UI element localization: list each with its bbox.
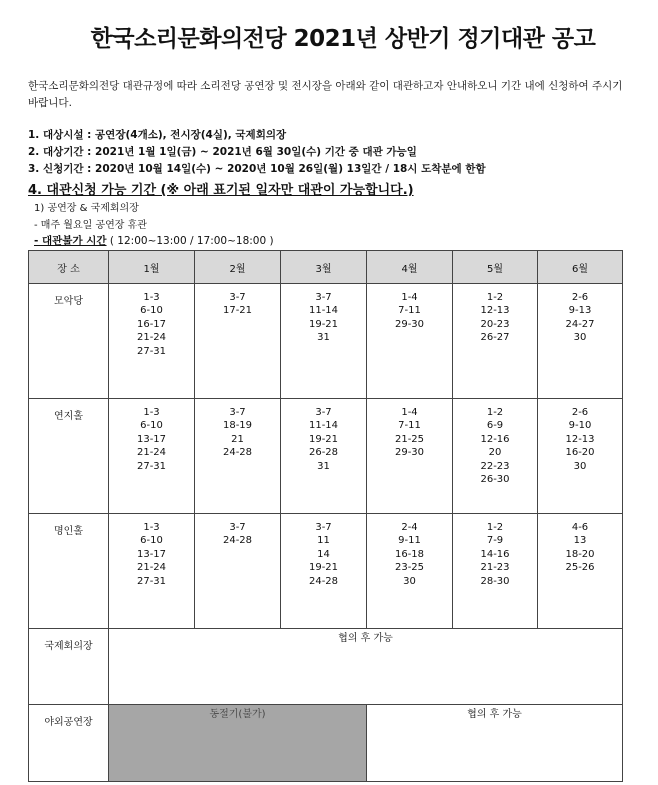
date-cell: 2-4 9-11 16-18 23-25 30: [367, 514, 453, 629]
info-item-facilities: 1. 대상시설 : 공연장(4개소), 전시장(4실), 국제회의장: [28, 129, 287, 141]
header-row: [29, 251, 623, 284]
date-cell: 3-7 17-21: [195, 284, 281, 399]
closed-time-note: [34, 233, 274, 248]
date-cell: 1-4 7-11 29-30: [367, 284, 453, 399]
header-jan: 1월: [109, 251, 195, 284]
venue-cell: 국제회의장: [29, 629, 109, 705]
negotiable-cell: 협의 후 가능: [367, 705, 623, 782]
date-cell: 1-3 6-10 13-17 21-24 27-31: [109, 399, 195, 514]
header-venue: 장 소: [29, 251, 109, 284]
header-feb: 2월: [195, 251, 281, 284]
header-may: 5월: [453, 251, 538, 284]
date-cell: 1-2 6-9 12-16 20 22-23 26-30: [453, 399, 538, 514]
date-cell: 2-6 9-13 24-27 30: [538, 284, 623, 399]
info-item-application: 3. 신청기간 : 2020년 10월 14일(수) ~ 2020년 10월 26일(월) 13일간 / 18시 도착분에 한함: [28, 163, 486, 175]
date-cell: 1-2 12-13 20-23 26-27: [453, 284, 538, 399]
schedule-table: [28, 250, 623, 782]
header-jun: 6월: [538, 251, 623, 284]
table-row-yeonjihall: [29, 399, 623, 514]
info-item-period: 2. 대상기간 : 2021년 1월 1일(금) ~ 2021년 6월 30일(수) 기간 중 대관 가능일: [28, 146, 417, 158]
date-cell: 2-6 9-10 12-13 16-20 30: [538, 399, 623, 514]
table-row-conference-hall: [29, 629, 623, 705]
venue-cell: 모악당: [29, 284, 109, 399]
venue-cell: 야외공연장: [29, 705, 109, 782]
date-cell: 3-7 18-19 21 24-28: [195, 399, 281, 514]
date-cell: 1-4 7-11 21-25 29-30: [367, 399, 453, 514]
section-heading-rental-period: 4. 대관신청 가능 기간 (※ 아래 표기된 일자만 대관이 가능합니다.): [28, 183, 414, 198]
intro-text: 한국소리문화의전당 대관규정에 따라 소리전당 공연장 및 전시장을 아래와 같이 대관하고자 안내하오니 기간 내에 신청하여 주시기 바랍니다.: [28, 80, 623, 109]
subheading-venues: 1) 공연장 & 국제회의장: [34, 203, 139, 214]
negotiable-cell: 협의 후 가능: [109, 629, 623, 705]
date-cell: 4-6 13 18-20 25-26: [538, 514, 623, 629]
note-monday-closed: - 매주 월요일 공연장 휴관: [34, 220, 147, 231]
date-cell: 1-2 7-9 14-16 21-23 28-30: [453, 514, 538, 629]
date-cell: 3-7 24-28: [195, 514, 281, 629]
venue-cell: 연지홀: [29, 399, 109, 514]
date-cell: 3-7 11-14 19-21 26-28 31: [281, 399, 367, 514]
header-apr: 4월: [367, 251, 453, 284]
date-cell: 3-7 11-14 19-21 31: [281, 284, 367, 399]
table-row-outdoor-stage: [29, 705, 623, 782]
venue-cell: 명인홀: [29, 514, 109, 629]
closed-time-value: ( 12:00~13:00 / 17:00~18:00 ): [109, 235, 274, 247]
header-mar: 3월: [281, 251, 367, 284]
closed-time-label: - 대관불가 시간: [34, 235, 107, 247]
date-cell: 1-3 6-10 13-17 21-24 27-31: [109, 514, 195, 629]
winter-unavailable-cell: 동절기(불가): [109, 705, 367, 782]
date-cell: 1-3 6-10 16-17 21-24 27-31: [109, 284, 195, 399]
table-row-myeonginhall: [29, 514, 623, 629]
date-cell: 3-7 11 14 19-21 24-28: [281, 514, 367, 629]
page-title: 한국소리문화의전당 2021년 상반기 정기대관 공고: [90, 26, 596, 52]
info-list: [28, 127, 486, 178]
table-row-moakdang: [29, 284, 623, 399]
